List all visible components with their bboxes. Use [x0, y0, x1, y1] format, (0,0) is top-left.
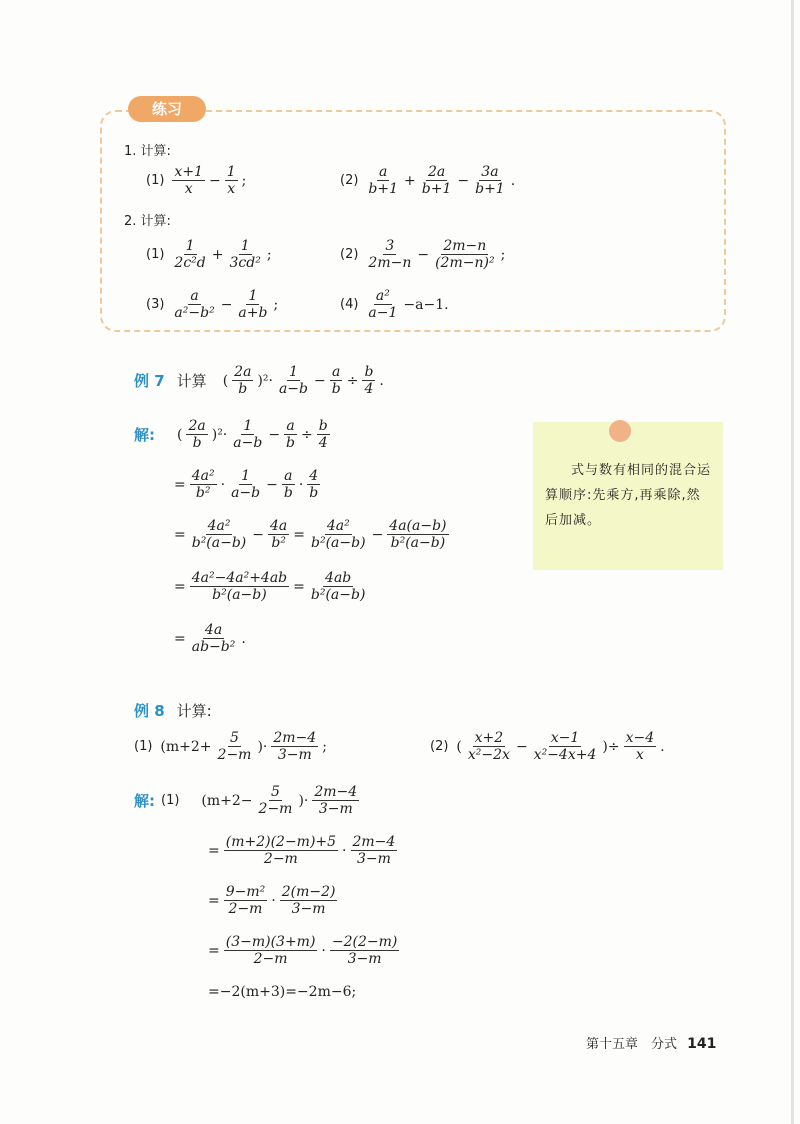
example-8-solution-line4: = $\frac{(3-m)(3+m)}{2-m}$ · $\frac{-2(2-m)}{3-m}$ — [208, 934, 398, 967]
page-edge — [791, 0, 794, 1124]
pin-icon — [609, 420, 631, 442]
exercise-q2-title: 2. 计算: — [124, 214, 171, 229]
example-8-part1: (1) (m+2+ $\frac{5}{2-m}$ )· $\frac{2m-4}{3-m}$ ; — [134, 730, 327, 763]
chapter-title: 第十五章 分式 — [586, 1037, 678, 1052]
example-8-solution-line5: =−2(m+3)=−2m−6; — [208, 984, 357, 1000]
exercise-q1-part2: (2) $\frac{a}{b+1}$ + $\frac{2a}{b+1}$ − $\frac{3a}{b+1}$ . — [340, 164, 516, 197]
example-7-solution-line3: = $\frac{\text{4a²}}{\text{b²(a−b)}}$ − $\frac{4a}{\text{b²}}$ = $\frac{\text{4a²}}{\text{b²(a−b)}}$ − $\frac{4a(a-b)}{\text{b²(a−b)}}$ — [174, 518, 447, 551]
exercise-q1-title: 1. 计算: — [124, 144, 171, 159]
exercise-q1-part1: (1) $\frac{x+1}{x}$ − $\frac{1}{x}$ ; — [146, 164, 247, 197]
exercise-q2-part1: (1) $\frac{1}{\text{2c²d}}$ + $\frac{1}{\text{3cd²}}$ ; — [146, 238, 272, 271]
page-footer — [586, 1033, 716, 1052]
example-7-solution-line5: = $\frac{4a}{\text{ab−b²}}$ . — [174, 622, 246, 655]
example-7-solution-line1: 解: ( $\frac{2a}{b}$ )²· $\frac{1}{a-b}$ − $\frac{a}{b}$ ÷ $\frac{b}{4}$ — [134, 418, 328, 451]
exercise-q2-part4: (4) $\frac{\text{a²}}{a-1}$ −a−1. — [340, 288, 449, 321]
exercise-q2-part3: (3) $\frac{a}{\text{a²−b²}}$ − $\frac{1}{a+b}$ ; — [146, 288, 279, 321]
side-note-text: 式与数有相同的混合运算顺序:先乘方,再乘除,然后加减。 — [545, 463, 712, 528]
page-number: 141 — [687, 1036, 717, 1052]
example-8-header: 例 8 计算: — [134, 702, 212, 720]
example-7-solution-line4: = $\frac{\text{4a²−4a²+4ab}}{\text{b²(a−b)}}$ = $\frac{4ab}{\text{b²(a−b)}}$ — [174, 570, 366, 603]
exercise-tag: 练习 — [128, 96, 206, 122]
exercise-q2-part2: (2) $\frac{3}{2m-n}$ − $\frac{2m-n}{\text{(2m−n)²}}$ ; — [340, 238, 506, 271]
example-8-part2: (2) ( $\frac{x+2}{\text{x²−2x}}$ − $\frac{x-1}{\text{x²−4x+4}}$ )÷ $\frac{x-4}{x}$ . — [430, 730, 665, 763]
example-8-solution-line2: = $\frac{(m+2)(2-m)+5}{2-m}$ · $\frac{2m-4}{3-m}$ — [208, 834, 396, 867]
example-7-header: 例 7 计算 ( $\frac{2a}{b}$ )²· $\frac{1}{a-b}$ − $\frac{a}{b}$ ÷ $\frac{b}{4}$ . — [134, 364, 384, 397]
example-8-solution-line1: 解: (1) (m+2− $\frac{5}{2-m}$ )· $\frac{2m-4}{3-m}$ — [134, 784, 358, 817]
example-8-solution-line3: = $\frac{\text{9−m²}}{2-m}$ · $\frac{2(m-2)}{3-m}$ — [208, 884, 336, 917]
example-7-solution-line2: = $\frac{\text{4a²}}{\text{b²}}$ · $\frac{1}{a-b}$ − $\frac{a}{b}$ · $\frac{4}{b}$ — [174, 468, 319, 501]
